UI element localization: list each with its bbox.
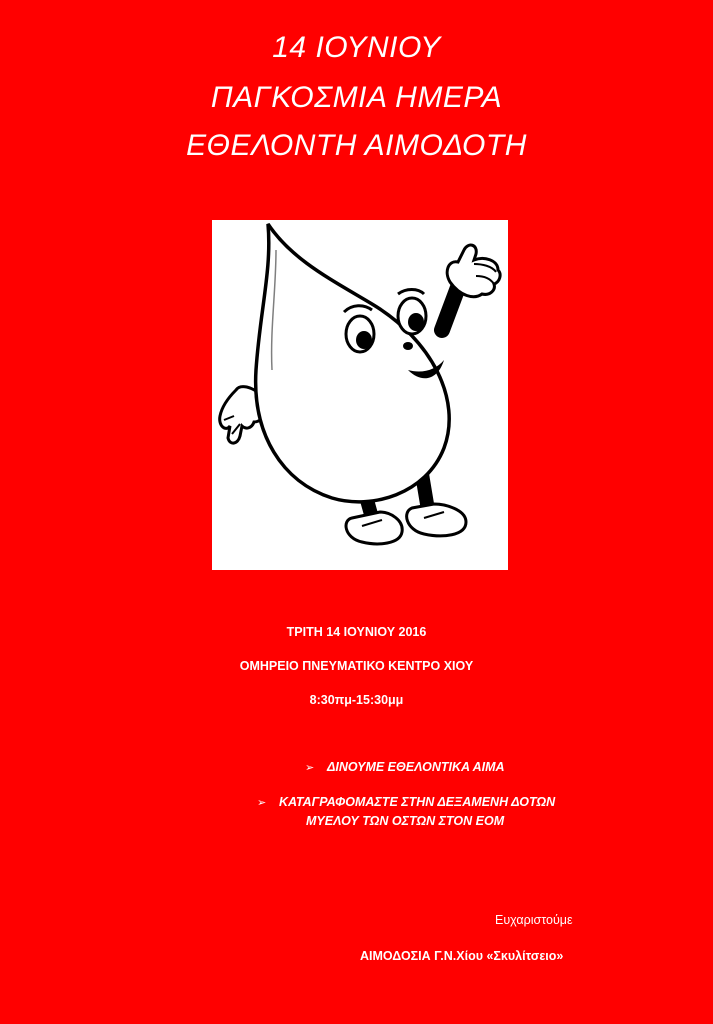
blood-drop-mascot-icon	[212, 220, 508, 570]
arrow-bullet-icon: ➢	[257, 797, 267, 809]
bullet-item-register-continuation: ΜΥΕΛΟΥ ΤΩΝ ΟΣΤΩΝ ΣΤΟΝ ΕΟΜ	[306, 814, 505, 828]
event-hours: 8:30πμ-15:30μμ	[309, 693, 404, 707]
bullet-item-register-text: ΚΑΤΑΓΡΑΦΟΜΑΣΤΕ ΣΤΗΝ ΔΕΞΑΜΕΝΗ ΔΟΤΩΝ	[279, 795, 556, 809]
event-place: ΟΜΗΡΕΙΟ ΠΝΕΥΜΑΤΙΚΟ ΚΕΝΤΡΟ ΧΙΟΥ	[239, 659, 474, 673]
thanks-text: Ευχαριστούμε	[495, 913, 573, 927]
bullet-item-donate	[305, 758, 505, 777]
event-date: ΤΡΙΤΗ 14 ΙΟΥΝΙΟΥ 2016	[286, 625, 427, 639]
title-line-2: ΠΑΓΚΟΣΜΙΑ ΗΜΕΡΑ	[210, 81, 503, 114]
signature-text: ΑΙΜΟΔΟΣΙΑ Γ.Ν.Χίου «Σκυλίτσειο»	[360, 949, 564, 963]
blood-drop-mascot-svg	[212, 220, 508, 570]
title-line-1: 14 ΙΟΥΝΙΟΥ	[272, 31, 441, 64]
title-line-3: ΕΘΕΛΟΝΤΗ ΑΙΜΟΔΟΤΗ	[186, 129, 527, 162]
bullet-item-register	[257, 793, 555, 812]
arrow-bullet-icon: ➢	[305, 762, 315, 774]
bullet-item-donate-text: ΔΙΝΟΥΜΕ ΕΘΕΛΟΝΤΙΚΑ ΑΙΜΑ	[327, 760, 505, 774]
